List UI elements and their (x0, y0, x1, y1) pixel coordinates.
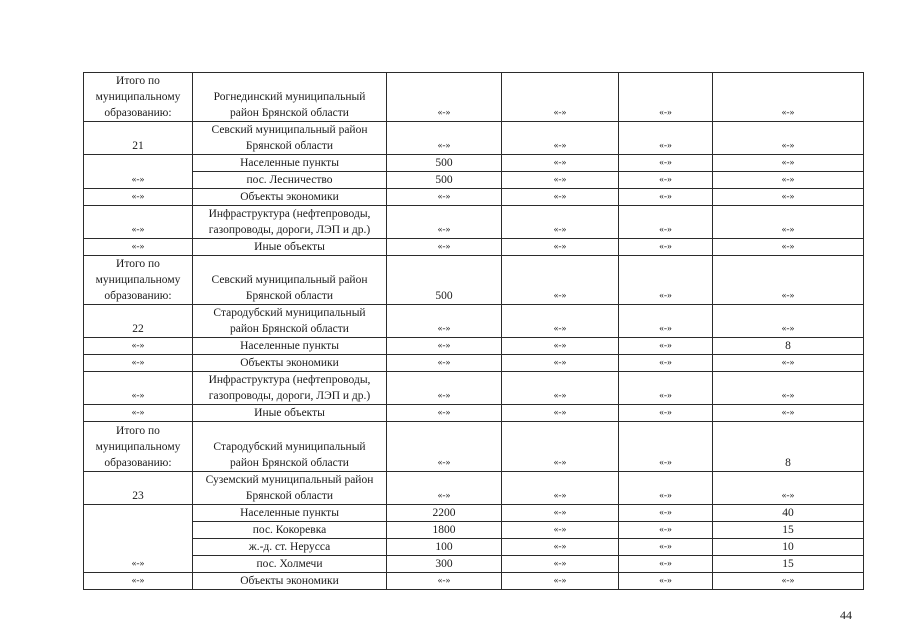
cell-value: «-» (619, 573, 713, 590)
table-row (84, 422, 864, 472)
cell-value: «-» (619, 172, 713, 189)
cell-name: ж.-д. ст. Нерусса (193, 539, 387, 556)
cell-name: Объекты экономики (193, 189, 387, 206)
cell-value: 500 (387, 172, 502, 189)
cell-value: «-» (713, 122, 864, 155)
cell-value: «-» (502, 372, 619, 405)
table-row (84, 305, 864, 338)
cell-value: 8 (713, 338, 864, 355)
cell-value: «-» (713, 189, 864, 206)
cell-value: 15 (713, 522, 864, 539)
cell-value: 1800 (387, 522, 502, 539)
cell-dash: «-» (84, 239, 193, 256)
cell-value: 40 (713, 505, 864, 522)
cell-dash: «-» (84, 405, 193, 422)
cell-name: пос. Лесничество (193, 172, 387, 189)
cell-value: «-» (502, 122, 619, 155)
cell-value: «-» (387, 122, 502, 155)
cell-value: «-» (387, 206, 502, 239)
cell-value: «-» (619, 239, 713, 256)
cell-value: «-» (619, 189, 713, 206)
cell-value: «-» (387, 422, 502, 472)
table-row (84, 355, 864, 372)
cell-total-label: Итого по муниципальному образованию: (84, 422, 193, 472)
cell-name: Стародубский муниципальный район Брянской области (193, 422, 387, 472)
cell-value: «-» (502, 206, 619, 239)
cell-value: «-» (619, 338, 713, 355)
table-row (84, 189, 864, 206)
cell-value: «-» (502, 239, 619, 256)
table-row (84, 539, 864, 556)
cell-dash: «-» (84, 372, 193, 405)
cell-name: Стародубский муниципальный район Брянской области (193, 305, 387, 338)
cell-value: «-» (619, 305, 713, 338)
cell-value: «-» (713, 355, 864, 372)
cell-name: пос. Холмечи (193, 556, 387, 573)
cell-value: 300 (387, 556, 502, 573)
cell-value: «-» (502, 189, 619, 206)
cell-value: 15 (713, 556, 864, 573)
cell-value: «-» (387, 355, 502, 372)
table-row (84, 122, 864, 155)
data-table (83, 72, 864, 590)
cell-value: «-» (387, 189, 502, 206)
cell-value: «-» (502, 155, 619, 172)
cell-value: «-» (713, 372, 864, 405)
cell-value: «-» (619, 256, 713, 305)
cell-total-label: Итого по муниципальному образованию: (84, 73, 193, 122)
cell-number: 23 (84, 472, 193, 505)
cell-name: Населенные пункты (193, 155, 387, 172)
cell-name: Населенные пункты (193, 505, 387, 522)
cell-number: 22 (84, 305, 193, 338)
cell-value: 8 (713, 422, 864, 472)
cell-dash: «-» (84, 189, 193, 206)
cell-value: «-» (502, 539, 619, 556)
cell-value: «-» (502, 522, 619, 539)
cell-value: «-» (502, 355, 619, 372)
cell-value: «-» (713, 256, 864, 305)
cell-value: 10 (713, 539, 864, 556)
cell-dash: «-» (84, 338, 193, 355)
cell-dash: «-» (84, 355, 193, 372)
cell-value: «-» (502, 305, 619, 338)
cell-value: 500 (387, 256, 502, 305)
cell-name: Севский муниципальный район Брянской области (193, 256, 387, 305)
cell-value: «-» (619, 155, 713, 172)
table-row (84, 556, 864, 573)
table-row (84, 405, 864, 422)
cell-name: Инфраструктура (нефтепроводы, газопроводы, дороги, ЛЭП и др.) (193, 206, 387, 239)
cell-value: «-» (619, 355, 713, 372)
cell-dash: «-» (84, 155, 193, 189)
table-row (84, 206, 864, 239)
cell-name: Суземский муниципальный район Брянской области (193, 472, 387, 505)
cell-value: «-» (713, 73, 864, 122)
cell-value: 2200 (387, 505, 502, 522)
cell-value: «-» (387, 305, 502, 338)
cell-value: «-» (713, 573, 864, 590)
cell-dash: «-» (84, 206, 193, 239)
table-row (84, 522, 864, 539)
cell-value: «-» (619, 556, 713, 573)
cell-value: «-» (502, 73, 619, 122)
cell-value: «-» (387, 372, 502, 405)
cell-value: «-» (387, 73, 502, 122)
cell-value: «-» (619, 422, 713, 472)
table-row (84, 573, 864, 590)
cell-value: «-» (619, 472, 713, 505)
cell-value: «-» (502, 405, 619, 422)
cell-value: «-» (502, 422, 619, 472)
cell-value: «-» (502, 472, 619, 505)
cell-value: «-» (713, 239, 864, 256)
cell-value: «-» (619, 206, 713, 239)
table-row (84, 505, 864, 522)
cell-name: пос. Кокоревка (193, 522, 387, 539)
cell-value: «-» (502, 338, 619, 355)
cell-value: «-» (387, 573, 502, 590)
table-row (84, 172, 864, 189)
cell-value: «-» (713, 172, 864, 189)
cell-value: «-» (387, 338, 502, 355)
cell-value: «-» (619, 522, 713, 539)
cell-value: «-» (713, 405, 864, 422)
cell-value: «-» (619, 122, 713, 155)
table-row (84, 155, 864, 172)
table-row (84, 372, 864, 405)
cell-value: «-» (502, 556, 619, 573)
cell-value: «-» (713, 206, 864, 239)
cell-value: «-» (502, 172, 619, 189)
cell-value: «-» (713, 155, 864, 172)
cell-value: «-» (619, 73, 713, 122)
cell-value: «-» (619, 539, 713, 556)
cell-value: «-» (502, 505, 619, 522)
cell-value: «-» (387, 472, 502, 505)
table-row (84, 472, 864, 505)
cell-value: «-» (502, 573, 619, 590)
cell-dash: «-» (84, 505, 193, 573)
cell-value: «-» (387, 405, 502, 422)
table-row (84, 256, 864, 305)
cell-value: 500 (387, 155, 502, 172)
cell-name: Рогнединский муниципальный район Брянской области (193, 73, 387, 122)
cell-value: «-» (619, 505, 713, 522)
cell-value: «-» (502, 256, 619, 305)
cell-value: 100 (387, 539, 502, 556)
cell-number: 21 (84, 122, 193, 155)
cell-name: Иные объекты (193, 405, 387, 422)
cell-name: Населенные пункты (193, 338, 387, 355)
cell-name: Инфраструктура (нефтепроводы, газопроводы, дороги, ЛЭП и др.) (193, 372, 387, 405)
table-row (84, 239, 864, 256)
cell-value: «-» (619, 405, 713, 422)
cell-dash: «-» (84, 573, 193, 590)
table-row (84, 73, 864, 122)
cell-name: Объекты экономики (193, 355, 387, 372)
cell-name: Севский муниципальный район Брянской области (193, 122, 387, 155)
cell-value: «-» (387, 239, 502, 256)
cell-value: «-» (619, 372, 713, 405)
cell-name: Иные объекты (193, 239, 387, 256)
cell-value: «-» (713, 472, 864, 505)
table-row (84, 338, 864, 355)
cell-value: «-» (713, 305, 864, 338)
cell-total-label: Итого по муниципальному образованию: (84, 256, 193, 305)
cell-name: Объекты экономики (193, 573, 387, 590)
page-number: 44 (840, 608, 852, 622)
